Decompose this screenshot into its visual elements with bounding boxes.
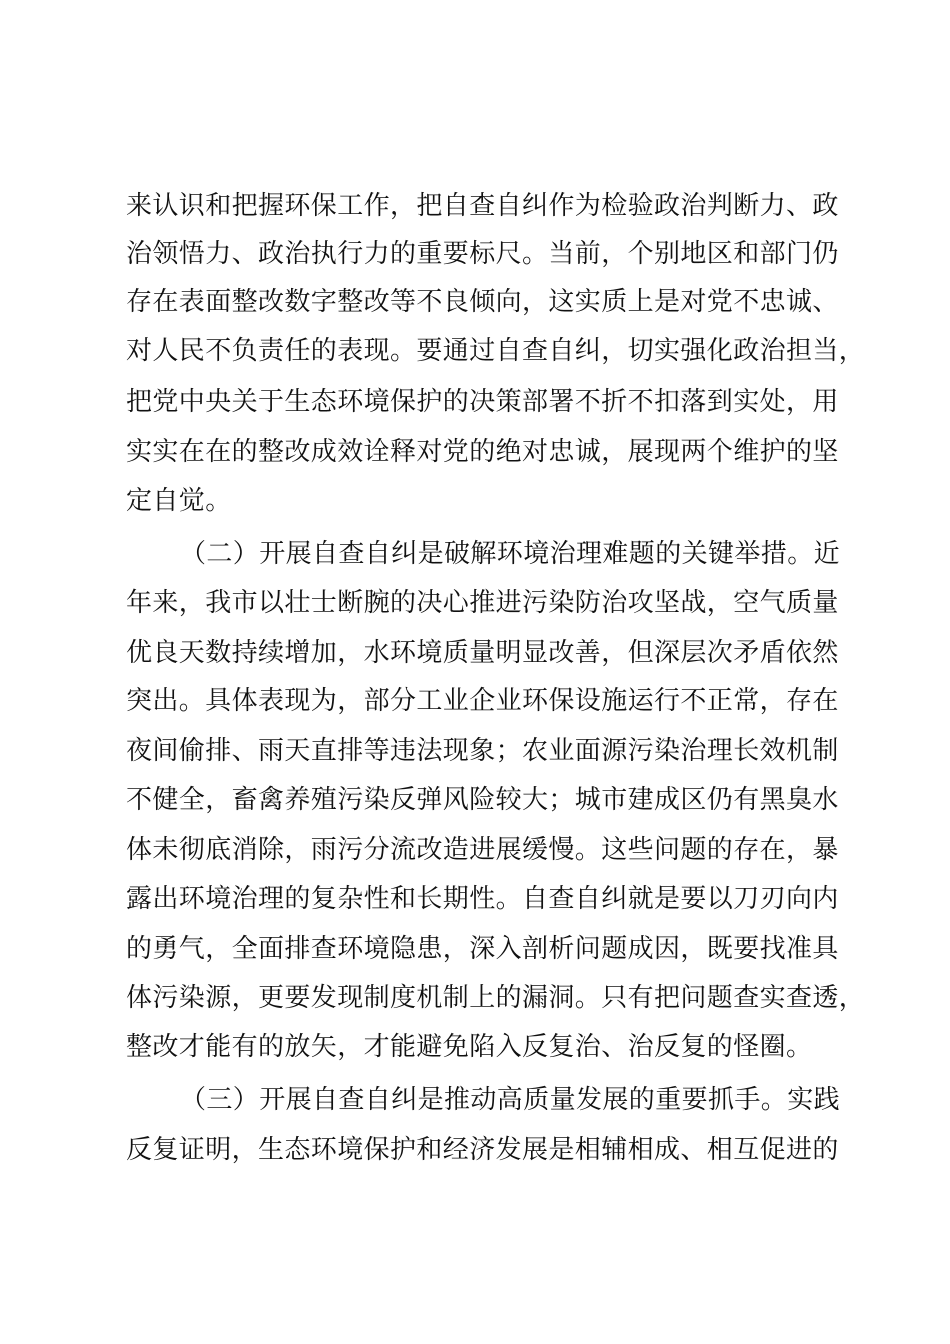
- text-line: 实实在在的整改成效诠释对党的绝对忠诚，展现两个维护的坚: [126, 437, 839, 467]
- text-line: 体未彻底消除，雨污分流改造进展缓慢。这些问题的存在，暴: [126, 835, 839, 865]
- text-line: 对人民不负责任的表现。要通过自查自纠，切实强化政治担当，: [126, 336, 866, 366]
- text-line: 治领悟力、政治执行力的重要标尺。当前，个别地区和部门仍: [126, 239, 839, 269]
- text-line: 把党中央关于生态环境保护的决策部署不折不扣落到实处，用: [126, 387, 839, 417]
- text-line: 来认识和把握环保工作，把自查自纠作为检验政治判断力、政: [126, 191, 839, 221]
- paragraph-heading-3: （三）开展自查自纠是推动高质量发展的重要抓手。实践: [180, 1085, 841, 1115]
- paragraph-heading-2: （二）开展自查自纠是破解环境治理难题的关键举措。近: [180, 539, 841, 569]
- text-line: 的勇气，全面排查环境隐患，深入剖析问题成因，既要找准具: [126, 934, 839, 964]
- text-line: 存在表面整改数字整改等不良倾向，这实质上是对党不忠诚、: [126, 287, 839, 317]
- text-line: 突出。具体表现为，部分工业企业环保设施运行不正常，存在: [126, 686, 839, 716]
- text-line: 体污染源，更要发现制度机制上的漏洞。只有把问题查实查透，: [126, 983, 866, 1013]
- text-line: 反复证明，生态环境保护和经济发展是相辅相成、相互促进的: [126, 1135, 839, 1165]
- text-line: 定自觉。: [126, 486, 232, 516]
- text-line: 年来，我市以壮士断腕的决心推进污染防治攻坚战，空气质量: [126, 588, 839, 618]
- text-line: 夜间偷排、雨天直排等违法现象；农业面源污染治理长效机制: [126, 736, 839, 766]
- text-line: 露出环境治理的复杂性和长期性。自查自纠就是要以刀刃向内: [126, 884, 839, 914]
- text-line: 优良天数持续增加，水环境质量明显改善，但深层次矛盾依然: [126, 638, 839, 668]
- text-line: 整改才能有的放矢，才能避免陷入反复治、治反复的怪圈。: [126, 1032, 813, 1062]
- text-line: 不健全，畜禽养殖污染反弹风险较大；城市建成区仍有黑臭水: [126, 785, 839, 815]
